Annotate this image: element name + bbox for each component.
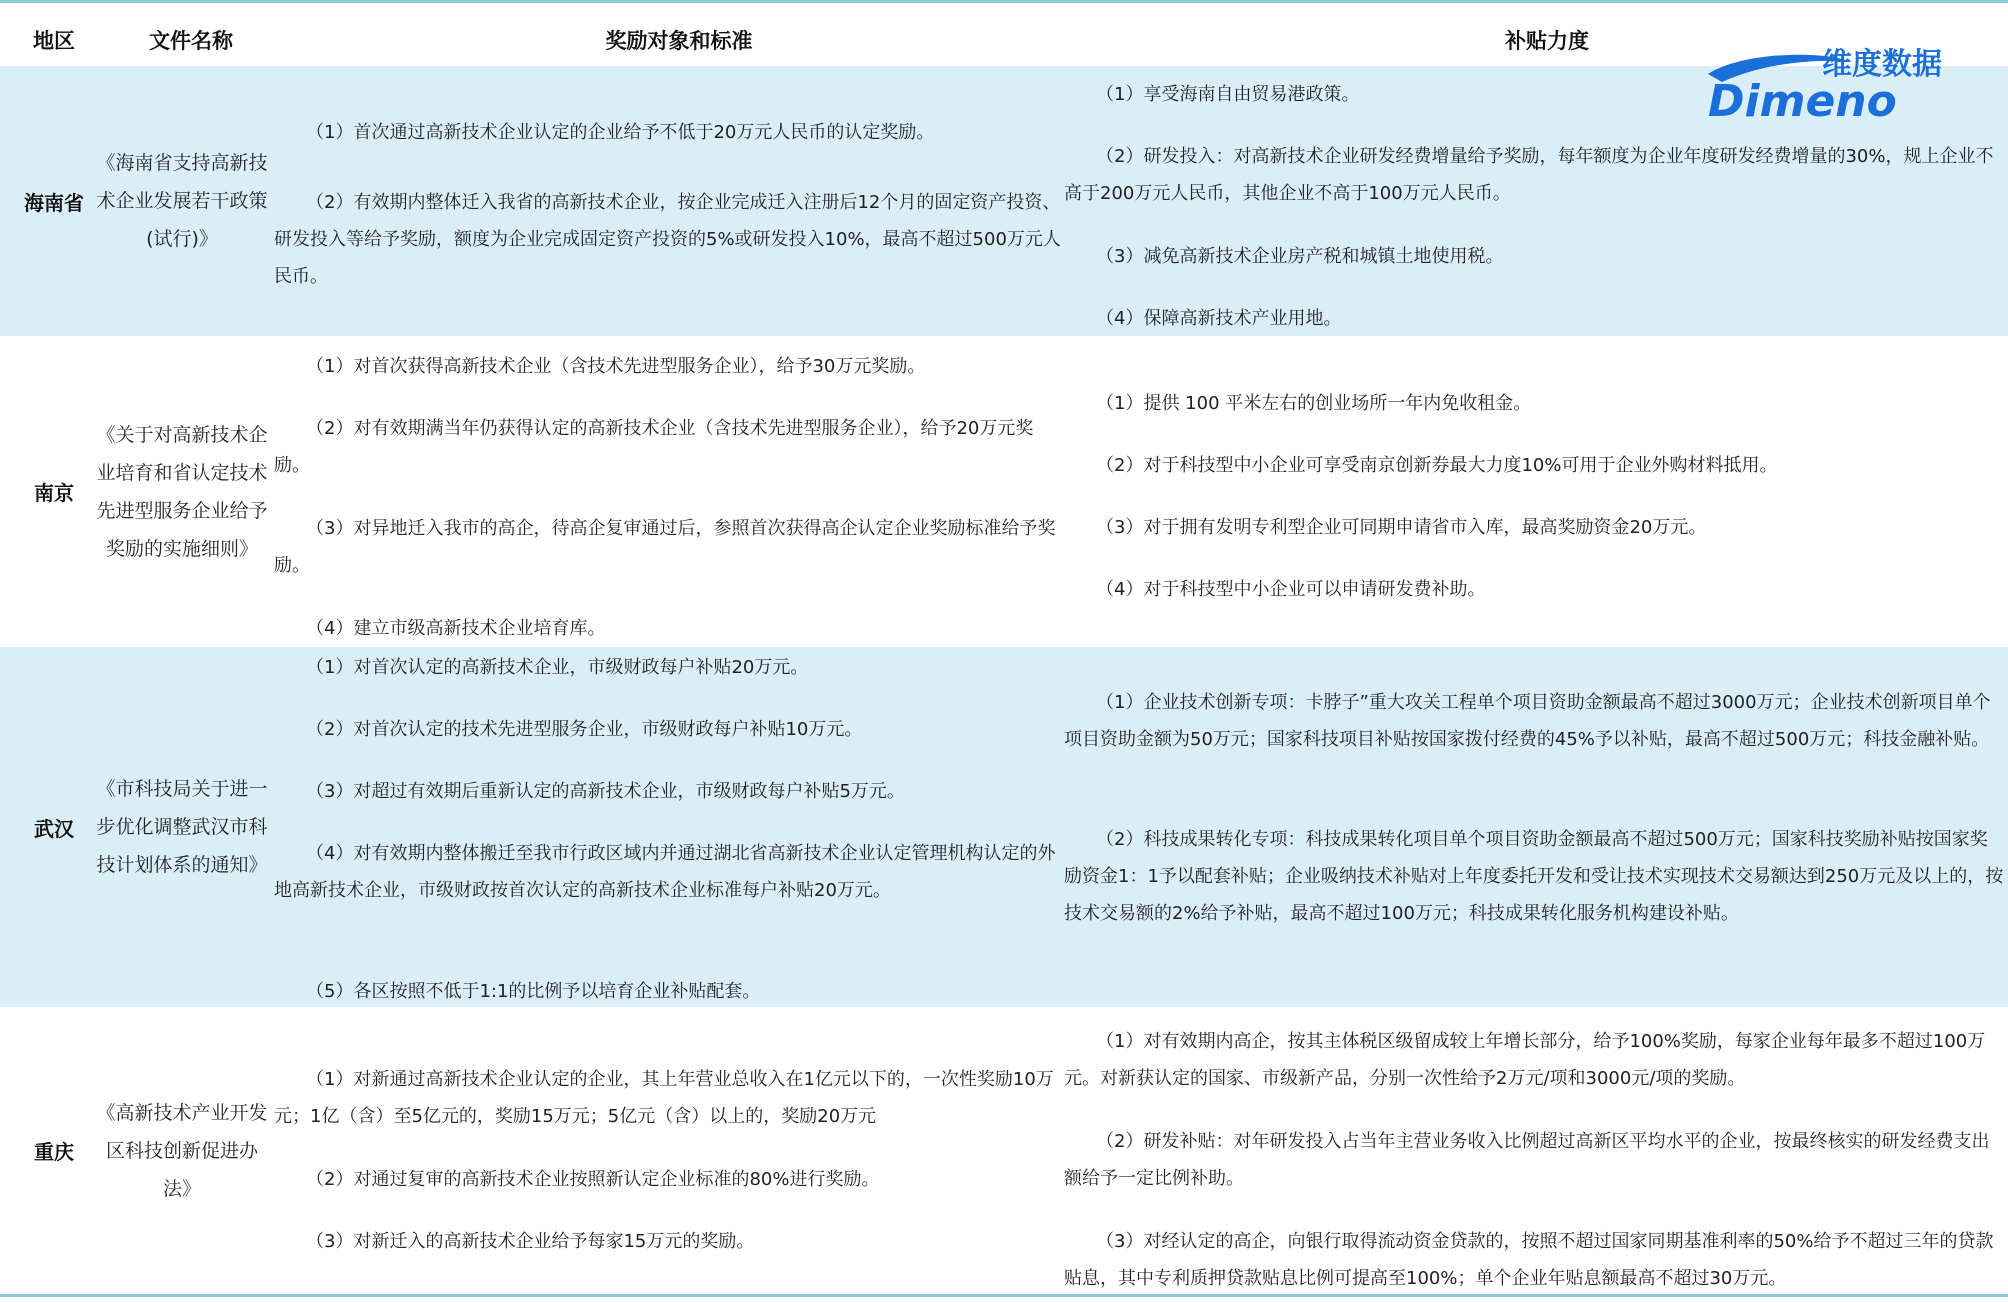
criteria-cell — [274, 1007, 1064, 1294]
criteria-item: （3）对新迁入的高新技术企业给予每家15万元的奖励。 — [306, 1231, 755, 1252]
subsidy-item: （2）科技成果转化专项：科技成果转化项目单个项目资助金额最高不超过500万元；国家科技奖励补贴按国家奖励资金1：1予以配套补贴；企业吸纳技术补贴对上年度委托开发和受让技术实现技术交易额达到250万元及以上的，按技术交易额的2%给予补贴，最高不超过100万元；科技成果转化服务机构建设补贴。 — [1064, 829, 2004, 924]
subsidy-item: （4）保障高新技术产业用地。 — [1096, 308, 1342, 329]
criteria-item: （3）对异地迁入我市的高企，待高企复审通过后，参照首次获得高企认定企业奖励标准给予奖励。 — [274, 518, 1056, 576]
docname-cell: 《关于对高新技术企业培育和省认定技术先进型服务企业给予奖励的实施细则》 — [96, 423, 268, 560]
logo-en: Dimeno — [1708, 76, 1897, 124]
docname-cell: 《高新技术产业开发区科技创新促进办法》 — [96, 1101, 268, 1200]
region-cell: 海南省 — [24, 190, 84, 215]
subsidy-item: （1）提供 100 平米左右的创业场所一年内免收租金。 — [1096, 393, 1532, 414]
top-rule — [0, 0, 2008, 3]
criteria-item: （1）对新通过高新技术企业认定的企业，其上年营业总收入在1亿元以下的，一次性奖励10万元；1亿（含）至5亿元的，奖励15万元；5亿元（含）以上的，奖励20万元 — [274, 1069, 1054, 1127]
table-row-wuhan — [0, 647, 2008, 1007]
region-cell: 南京 — [34, 481, 74, 505]
subsidy-item: （2）对于科技型中小企业可享受南京创新券最大力度10%可用于企业外购材料抵用。 — [1096, 455, 1778, 476]
subsidy-item: （1）对有效期内高企，按其主体税区级留成较上年增长部分，给予100%奖励，每家企业每年最多不超过100万元。对新获认定的国家、市级新产品，分别一次性给予2万元/项和3000元/项的奖励。 — [1064, 1031, 1986, 1089]
criteria-cell — [274, 66, 1064, 336]
subsidy-item: （2）研发投入：对高新技术企业研发经费增量给予奖励，每年额度为企业年度研发经费增量的30%，规上企业不高于200万元人民币，其他企业不高于100万元人民币。 — [1064, 146, 1994, 204]
subsidy-cell — [1064, 336, 2004, 647]
criteria-item: （2）有效期内整体迁入我省的高新技术企业，按企业完成迁入注册后12个月的固定资产投资、研发投入等给予奖励，额度为企业完成固定资产投资的5%或研发投入10%，最高不超过500万元人民币。 — [274, 192, 1061, 287]
criteria-item: （1）首次通过高新技术企业认定的企业给予不低于20万元人民币的认定奖励。 — [306, 122, 935, 143]
criteria-item: （4）对有效期内整体搬迁至我市行政区域内并通过湖北省高新技术企业认定管理机构认定的外地高新技术企业，市级财政按首次认定的高新技术企业标准每户补贴20万元。 — [274, 843, 1056, 901]
docname-cell: 《市科技局关于进一步优化调整武汉市科技计划体系的通知》 — [96, 778, 268, 876]
subsidy-item: （4）对于科技型中小企业可以申请研发费补助。 — [1096, 579, 1486, 600]
criteria-item: （1）对首次认定的高新技术企业，市级财政每户补贴20万元。 — [306, 657, 809, 678]
header-subsidy: 补贴力度 — [1505, 29, 1589, 53]
criteria-cell — [274, 647, 1064, 1007]
bottom-rule — [0, 1294, 2008, 1297]
logo-swoosh-icon — [1702, 44, 1992, 124]
table-row-chongqing — [0, 1007, 2008, 1294]
header-criteria: 奖励对象和标准 — [605, 29, 753, 53]
subsidy-item: （3）对于拥有发明专利型企业可同期申请省市入库，最高奖励资金20万元。 — [1096, 517, 1707, 538]
criteria-item: （2）对通过复审的高新技术企业按照新认定企业标准的80%进行奖励。 — [306, 1169, 880, 1190]
criteria-item: （5）各区按照不低于1:1的比例予以培育企业补贴配套。 — [306, 981, 761, 1002]
subsidy-item: （1）享受海南自由贸易港政策。 — [1096, 84, 1360, 105]
criteria-item: （3）对超过有效期后重新认定的高新技术企业，市级财政每户补贴5万元。 — [306, 781, 905, 802]
subsidy-item: （1）企业技术创新专项：卡脖子”重大攻关工程单个项目资助金额最高不超过3000万元；企业技术创新项目单个项目资助金额为50万元；国家科技项目补贴按国家拨付经费的45%予以补贴，最高不超过500万元；科技金融补贴。 — [1064, 692, 1991, 750]
subsidy-cell — [1064, 1007, 2004, 1294]
header-docname: 文件名称 — [149, 29, 233, 53]
subsidy-item: （2）研发补贴：对年研发投入占当年主营业务收入比例超过高新区平均水平的企业，按最终核实的研发经费支出额给予一定比例补助。 — [1064, 1131, 1990, 1189]
criteria-item: （2）对有效期满当年仍获得认定的高新技术企业（含技术先进型服务企业），给予20万元奖励。 — [274, 418, 1034, 476]
dimeno-logo — [1702, 44, 1992, 124]
criteria-cell — [274, 336, 1064, 647]
criteria-item: （2）对首次认定的技术先进型服务企业，市级财政每户补贴10万元。 — [306, 719, 863, 740]
region-cell: 重庆 — [34, 1140, 74, 1164]
table-row-nanjing — [0, 336, 2008, 647]
header-region: 地区 — [33, 29, 75, 53]
subsidy-item: （3）减免高新技术企业房产税和城镇土地使用税。 — [1096, 246, 1504, 267]
criteria-item: （4）建立市级高新技术企业培育库。 — [306, 618, 606, 639]
subsidy-item: （3）对经认定的高企，向银行取得流动资金贷款的，按照不超过国家同期基准利率的50%给予不超过三年的贷款贴息，其中专利质押贷款贴息比例可提高至100%；单个企业年贴息额最高不超过30万元。 — [1064, 1231, 1994, 1289]
logo-cn: 维度数据 — [1822, 47, 1942, 82]
region-cell: 武汉 — [34, 816, 74, 841]
subsidy-cell — [1064, 647, 2004, 1007]
criteria-item: （1）对首次获得高新技术企业（含技术先进型服务企业），给予30万元奖励。 — [306, 356, 926, 377]
docname-cell: 《海南省支持高新技术企业发展若干政策(试行)》 — [96, 152, 268, 250]
